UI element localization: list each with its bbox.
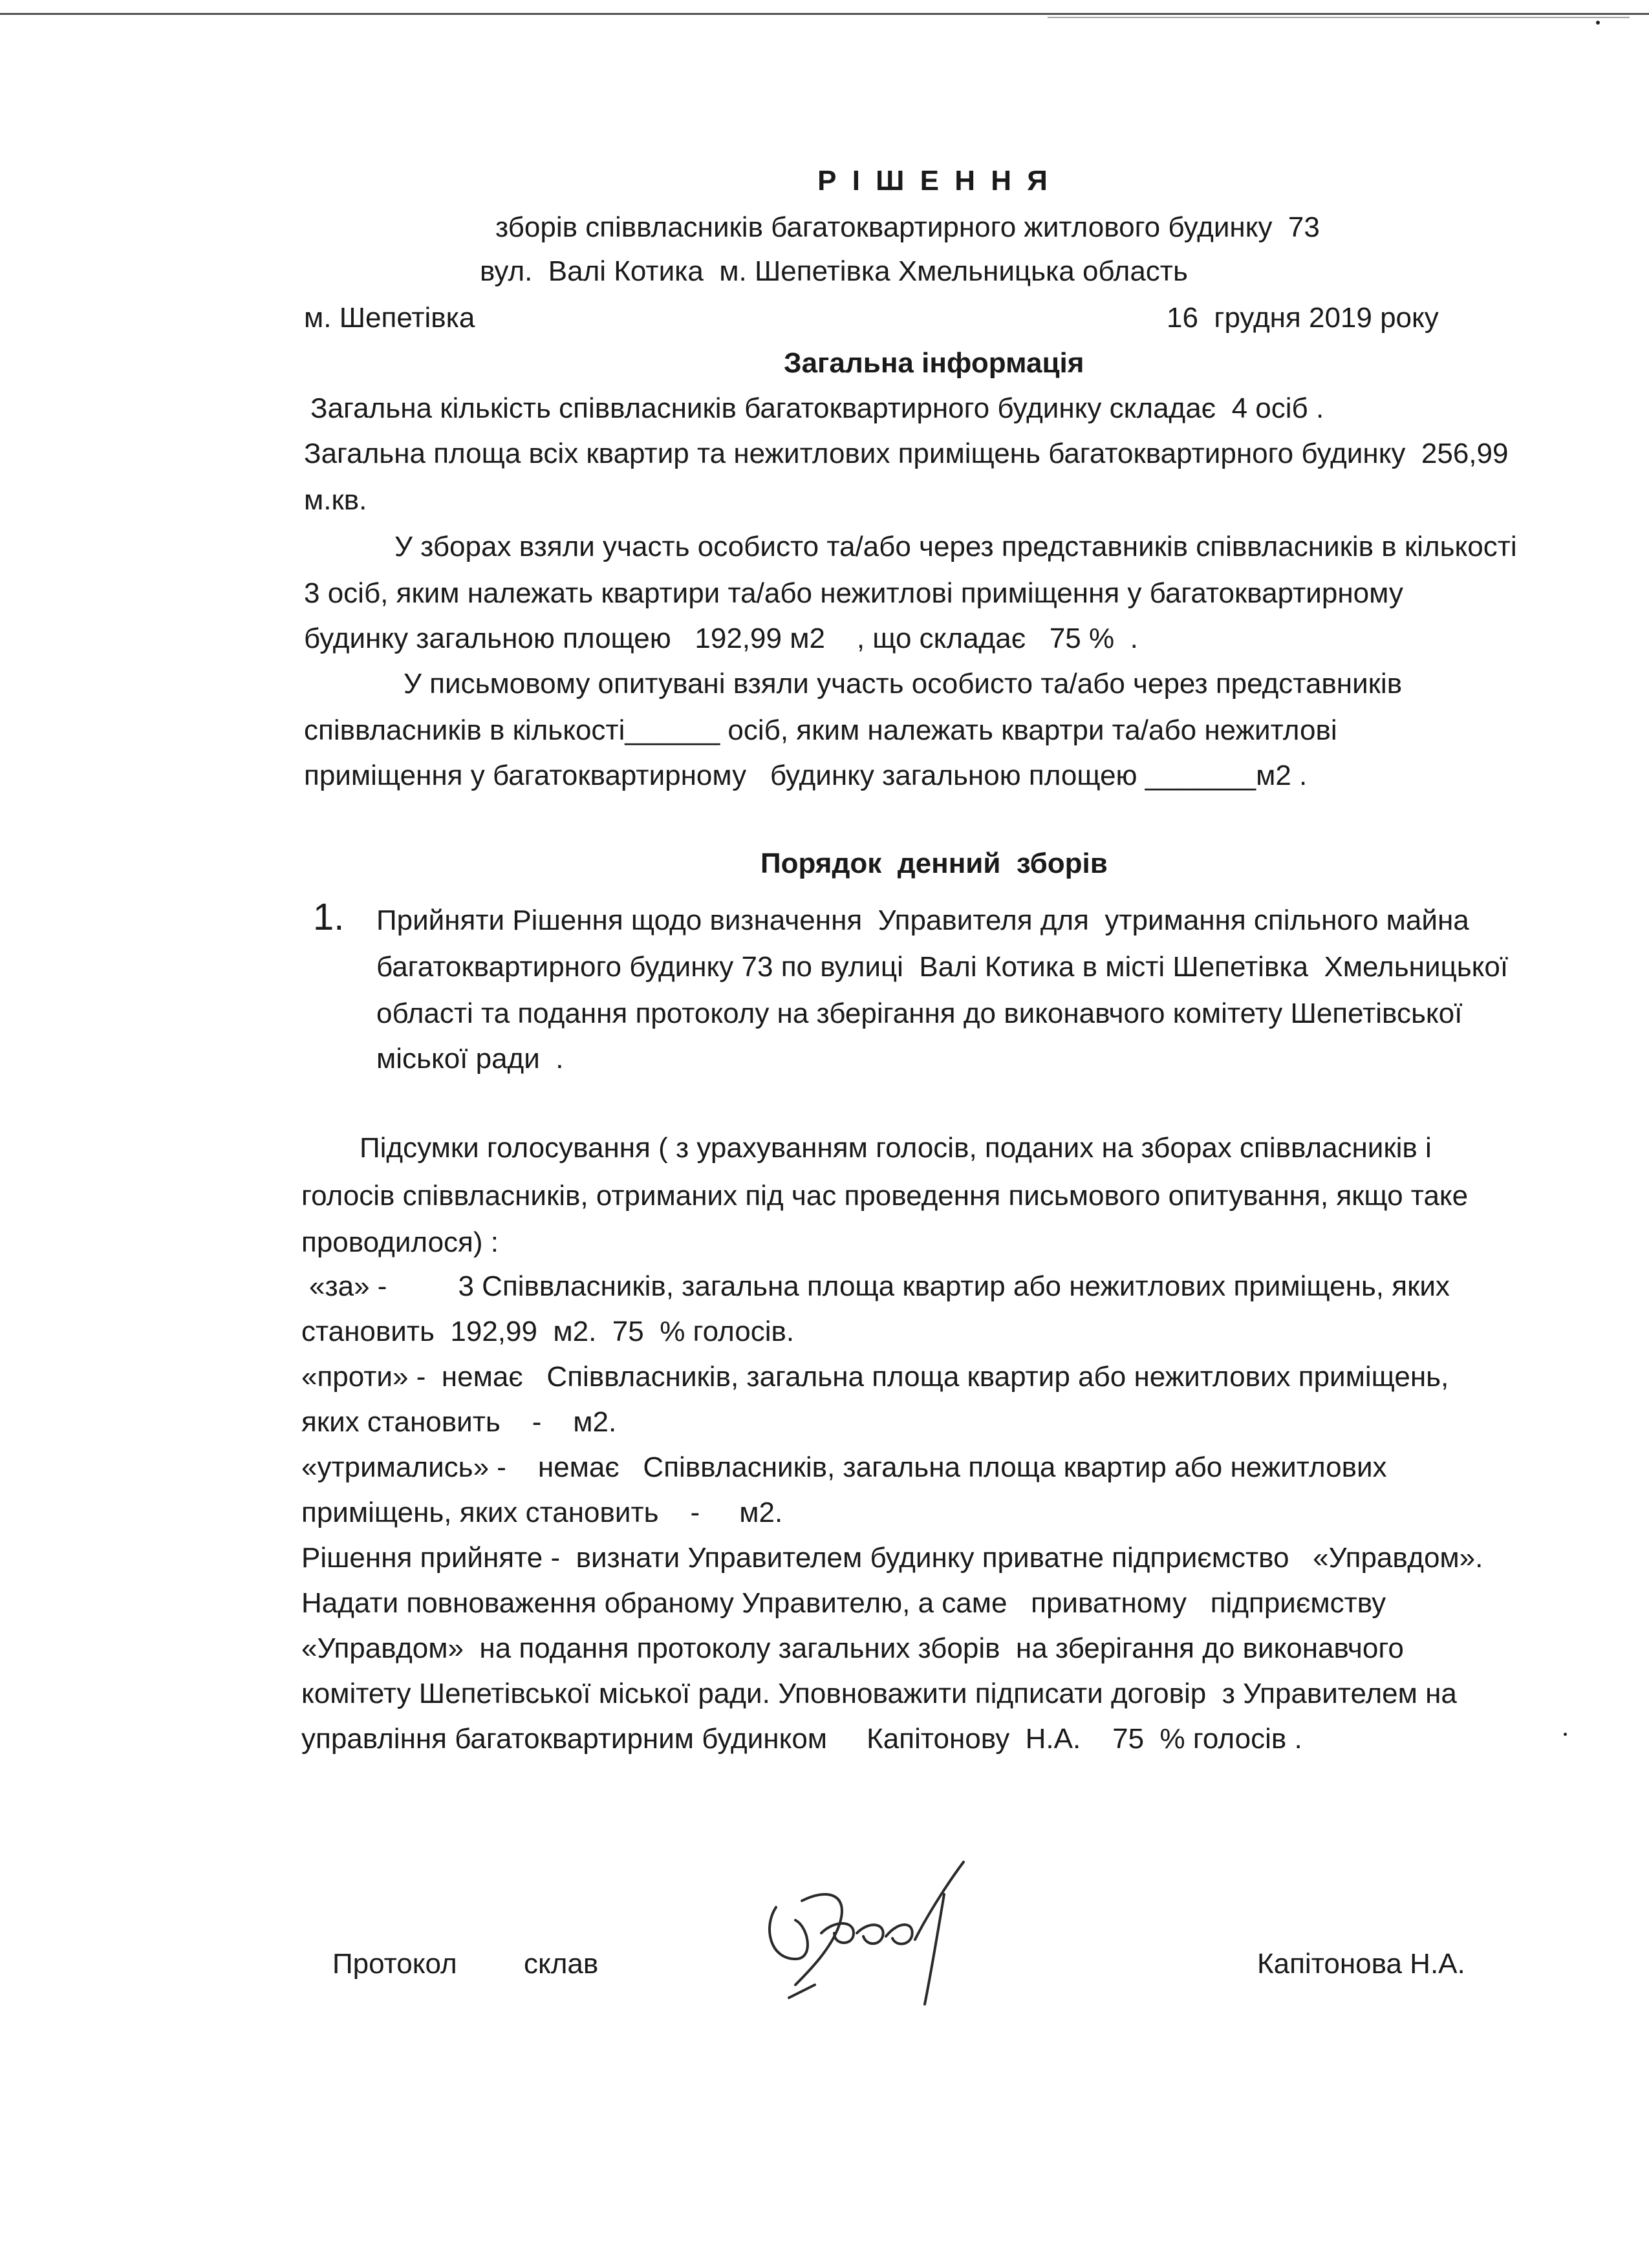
scan-speck	[1564, 1733, 1567, 1736]
document-address: вул. Валі Котика м. Шепетівка Хмельницька область	[480, 255, 1188, 287]
document-date: 16 грудня 2019 року	[1167, 302, 1439, 334]
results-line: приміщень, яких становить - м2.	[301, 1497, 783, 1528]
general-info-line: У зборах взяли участь особисто та/або через представників співвласників в кількості	[394, 531, 1517, 562]
agenda-item-line: міської ради .	[376, 1043, 564, 1075]
results-line: яких становить - м2.	[301, 1406, 617, 1438]
agenda-item-number: 1.	[313, 896, 345, 938]
results-line: «Управдом» на подання протоколу загальних зборів на зберігання до виконавчого	[301, 1632, 1404, 1664]
document-subtitle: зборів співвласників багатоквартирного житлового будинку 73	[495, 211, 1320, 243]
results-line: голосів співвласників, отриманих під час проведення письмового опитування, якщо таке	[301, 1180, 1469, 1212]
general-info-line: будинку загальною площею 192,99 м2 , що складає 75 % .	[304, 623, 1138, 654]
footer-protocol-label: Протокол	[332, 1948, 457, 1980]
results-line: проводилося) :	[301, 1226, 499, 1258]
general-info-line: співвласників в кількості______ осіб, яким належать квартри та/або нежитлові	[304, 714, 1337, 746]
results-line: комітету Шепетівської міської ради. Уповноважити підписати договір з Управителем на	[301, 1678, 1457, 1709]
document-title: Р І Ш Е Н Н Я	[817, 165, 1051, 197]
scan-edge-line	[0, 13, 1649, 15]
agenda-item-line: області та подання протоколу на зберігання до виконавчого комітету Шепетівської	[376, 998, 1463, 1029]
results-line: становить 192,99 м2. 75 % голосів.	[301, 1316, 795, 1347]
general-info-line: приміщення у багатоквартирному будинку загальною площею _______м2 .	[304, 760, 1308, 791]
document-city: м. Шепетівка	[304, 302, 475, 334]
results-line: Підсумки голосування ( з урахуванням голосів, поданих на зборах співвласників і	[360, 1132, 1432, 1164]
general-info-line: 3 осіб, яким належать квартири та/або нежитлові приміщення у багатоквартирному	[304, 577, 1403, 609]
general-info-heading: Загальна інформація	[784, 347, 1084, 379]
results-line: «проти» - немає Співвласників, загальна площа квартир або нежитлових приміщень,	[301, 1361, 1449, 1393]
results-line: управління багатоквартирним будинком Капітонову Н.А. 75 % голосів .	[301, 1723, 1302, 1755]
general-info-line: м.кв.	[304, 484, 367, 516]
general-info-line: У письмовому опитувані взяли участь особисто та/або через представників	[404, 668, 1403, 700]
agenda-item-line: Прийняти Рішення щодо визначення Управителя для утримання спільного майна	[376, 904, 1469, 936]
footer-name: Капітонова Н.А.	[1257, 1948, 1465, 1980]
agenda-heading: Порядок денний зборів	[760, 848, 1108, 879]
handwritten-signature	[750, 1849, 1009, 2017]
results-line: Рішення прийняте - визнати Управителем будинку приватне підприємство «Управдом».	[301, 1542, 1483, 1574]
results-line: Надати повноваження обраному Управителю, а саме приватному підприємству	[301, 1587, 1386, 1619]
general-info-line: Загальна кількість співвласників багатоквартирного будинку складає 4 осіб .	[310, 392, 1324, 424]
scan-speck	[1596, 21, 1600, 25]
scan-edge-line-2	[1048, 17, 1630, 18]
general-info-line: Загальна площа всіх квартир та нежитлових приміщень багатоквартирного будинку 256,99	[304, 438, 1509, 469]
agenda-item-line: багатоквартирного будинку 73 по вулиці Валі Котика в місті Шепетівка Хмельницької	[376, 951, 1509, 983]
results-line: «за» - 3 Співвласників, загальна площа квартир або нежитлових приміщень, яких	[309, 1270, 1450, 1302]
results-line: «утримались» - немає Співвласників, загальна площа квартир або нежитлових	[301, 1451, 1387, 1483]
footer-composed-label: склав	[524, 1948, 599, 1980]
